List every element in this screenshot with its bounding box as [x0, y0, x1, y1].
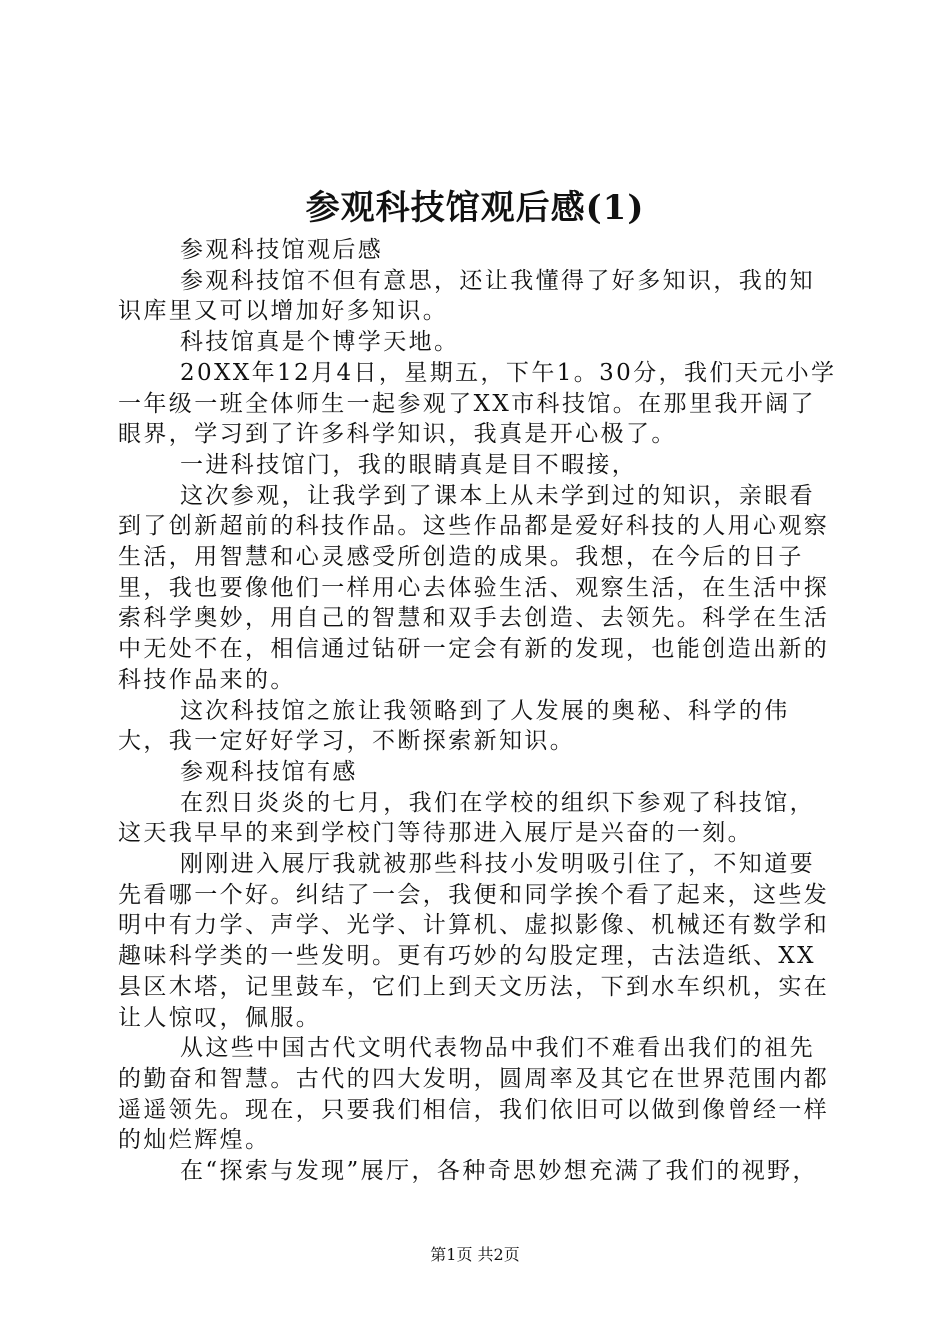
paragraph: 这次科技馆之旅让我领略到了人发展的奥秘、科学的伟大，我一定好好学习，不断探索新知识。 [118, 697, 790, 755]
document-body [118, 235, 838, 1187]
paragraph: 参观科技馆有感 [180, 758, 358, 785]
paragraph: 参观科技馆不但有意思，还让我懂得了好多知识，我的知识库里又可以增加好多知识。 [118, 267, 815, 325]
paragraph: 20XX年12月4日，星期五，下午1。30分，我们天元小学一年级一班全体师生一起参观了XX市科技馆。在那里我开阔了眼界，学习到了许多科学知识，我真是开心极了。 [118, 359, 837, 448]
paragraph: 参观科技馆观后感 [180, 237, 384, 263]
page-footer: 第1页 共2页 [430, 1245, 520, 1264]
paragraph: 一进科技馆门，我的眼睛真是目不暇接， [180, 451, 638, 478]
document-title: 参观科技馆观后感(1) [305, 188, 645, 228]
paragraph: 刚刚进入展厅我就被那些科技小发明吸引住了，不知道要先看哪一个好。纠结了一会，我便和同学挨个看了起来，这些发明中有力学、声学、光学、计算机、虚拟影像、机械还有数学和趣味科学类的一些发明。更有巧妙的勾股定理，古法造纸、XX县区木塔，记里鼓车，它们上到天文历法，下到水车织机，实在让人惊叹，佩服。 [118, 851, 830, 1031]
paragraph: 这次参观，让我学到了课本上从未学到过的知识，亲眼看到了创新超前的科技作品。这些作品都是爱好科技的人用心观察生活，用智慧和心灵感受所创造的成果。我想，在今后的日子里，我也要像他们一样用心去体验生活、观察生活，在生活中探索科学奥妙，用自己的智慧和双手去创造、去领先。科学在生活中无处不在，相信通过钻研一定会有新的发现，也能创造出新的科技作品来的。 [118, 482, 830, 693]
paragraph: 从这些中国古代文明代表物品中我们不难看出我们的祖先的勤奋和智慧。古代的四大发明，圆周率及其它在世界范围内都遥遥领先。现在，只要我们相信，我们依旧可以做到像曾经一样的灿烂辉煌。 [118, 1035, 830, 1154]
paragraph: 在“探索与发现”展厅，各种奇思妙想充满了我们的视野， [180, 1158, 818, 1185]
paragraph: 在烈日炎炎的七月，我们在学校的组织下参观了科技馆，这天我早早的来到学校门等待那进入展厅是兴奋的一刻。 [118, 789, 815, 847]
paragraph: 科技馆真是个博学天地。 [180, 329, 460, 356]
